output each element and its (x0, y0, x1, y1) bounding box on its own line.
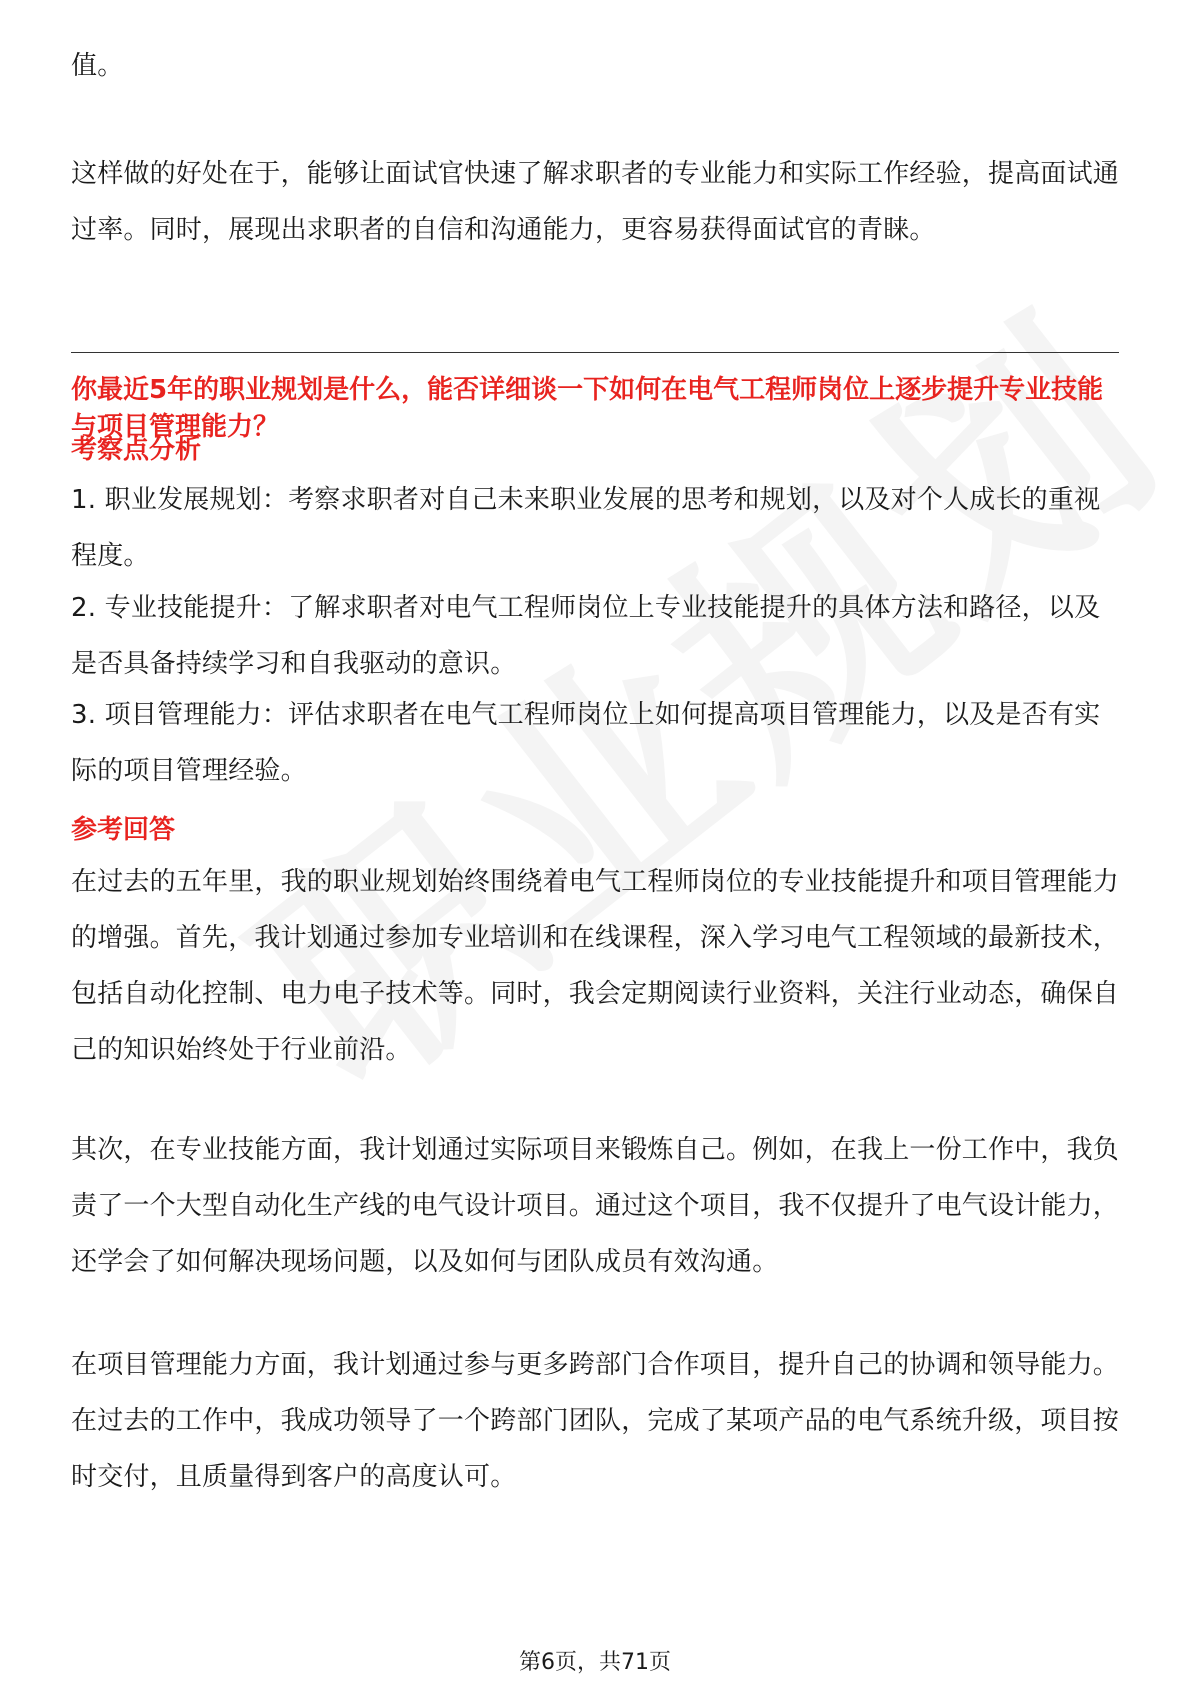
answer-paragraph-2: 其次，在专业技能方面，我计划通过实际项目来锻炼自己。例如，在我上一份工作中，我负责了一个大型自动化生产线的电气设计项目。通过这个项目，我不仅提升了电气设计能力，还学会了如何解决现场问题，以及如何与团队成员有效沟通。 (71, 1135, 1120, 1277)
section-divider (71, 352, 1119, 353)
analysis-item-1: 1. 职业发展规划：考察求职者对自己未来职业发展的思考和规划，以及对个人成长的重视程度。 (71, 485, 1101, 571)
intro-paragraph: 这样做的好处在于，能够让面试官快速了解求职者的专业能力和实际工作经验，提高面试通过率。同时，展现出求职者的自信和沟通能力，更容易获得面试官的青睐。 (71, 159, 1120, 245)
page-number: 第6页，共71页 (519, 1650, 671, 1675)
analysis-item-3: 3. 项目管理能力：评估求职者在电气工程师岗位上如何提高项目管理能力，以及是否有实际的项目管理经验。 (71, 700, 1101, 786)
answer-paragraph-1: 在过去的五年里，我的职业规划始终围绕着电气工程师岗位的专业技能提升和项目管理能力的增强。首先，我计划通过参加专业培训和在线课程，深入学习电气工程领域的最新技术，包括自动化控制、电力电子技术等。同时，我会定期阅读行业资料，关注行业动态，确保自己的知识始终处于行业前沿。 (71, 867, 1120, 1065)
intro-paragraph-continued: 值。 (71, 51, 124, 81)
analysis-item-2: 2. 专业技能提升：了解求职者对电气工程师岗位上专业技能提升的具体方法和路径，以及是否具备持续学习和自我驱动的意识。 (71, 593, 1101, 679)
analysis-heading: 考察点分析 (71, 435, 202, 465)
answer-paragraph-3: 在项目管理能力方面，我计划通过参与更多跨部门合作项目，提升自己的协调和领导能力。在过去的工作中，我成功领导了一个跨部门团队，完成了某项产品的电气系统升级，项目按时交付，且质量得到客户的高度认可。 (71, 1350, 1120, 1492)
question-title: 你最近5年的职业规划是什么，能否详细谈一下如何在电气工程师岗位上逐步提升专业技能与项目管理能力？ (71, 375, 1104, 442)
answer-heading: 参考回答 (71, 815, 176, 845)
